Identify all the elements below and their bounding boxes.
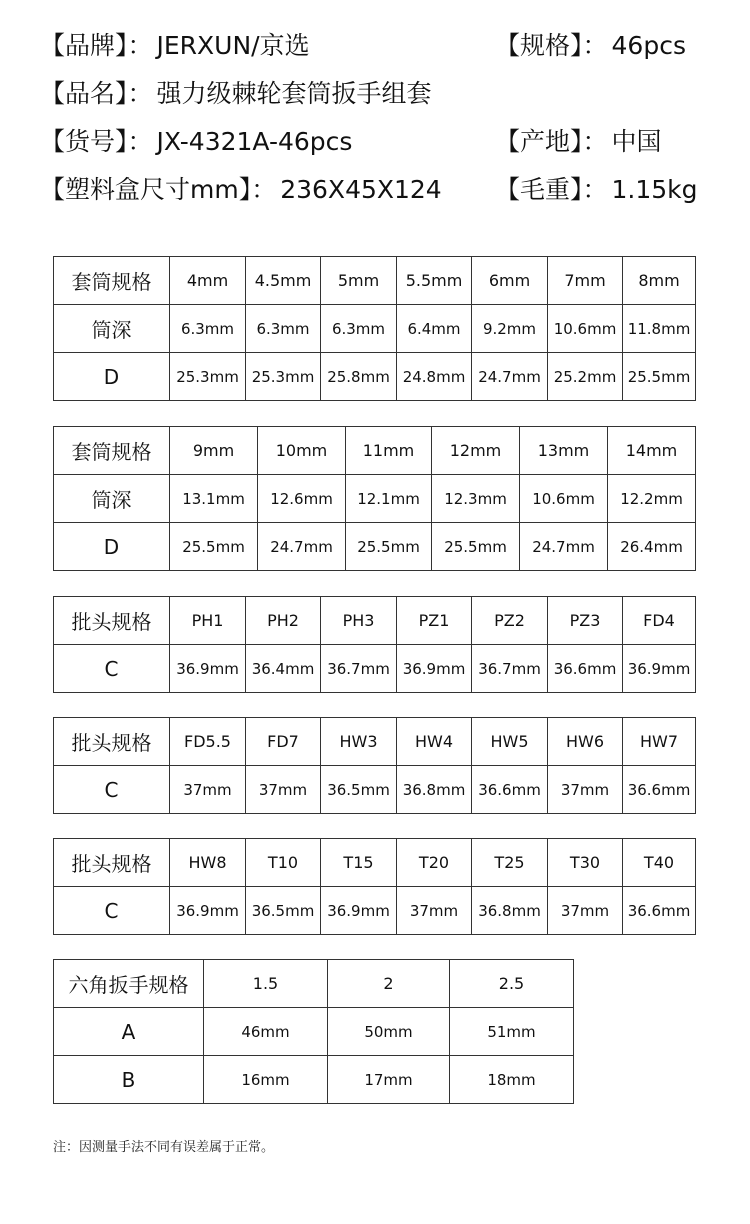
row-label: A xyxy=(54,1008,204,1056)
table-cell: 12.1mm xyxy=(346,475,432,523)
table-cell: 25.5mm xyxy=(432,523,520,571)
header-cell: HW8 xyxy=(170,839,246,887)
table-cell: 36.8mm xyxy=(472,887,548,935)
header-cell: 六角扳手规格 xyxy=(54,960,204,1008)
header-cell: 11mm xyxy=(346,427,432,475)
header-cell: 8mm xyxy=(623,257,696,305)
table-row xyxy=(54,645,696,693)
bit-table-1 xyxy=(53,596,696,693)
header-cell: T20 xyxy=(397,839,472,887)
bit-table-2 xyxy=(53,717,696,814)
table-cell: 36.4mm xyxy=(246,645,321,693)
item-label: 【货号】： xyxy=(40,127,153,156)
table-cell: 36.9mm xyxy=(623,645,696,693)
table-cell: 18mm xyxy=(450,1056,574,1104)
table-cell: 36.9mm xyxy=(397,645,472,693)
header-cell: HW4 xyxy=(397,718,472,766)
header-cell: PH3 xyxy=(321,597,397,645)
spec-row-brand xyxy=(40,26,720,74)
row-label: 筒深 xyxy=(54,305,170,353)
weight-group xyxy=(495,170,698,210)
box-value: 236X45X124 xyxy=(280,175,442,204)
table-header-row xyxy=(54,597,696,645)
table-cell: 51mm xyxy=(450,1008,574,1056)
header-cell: PZ3 xyxy=(548,597,623,645)
table-row xyxy=(54,1056,574,1104)
row-label: D xyxy=(54,353,170,401)
table-row xyxy=(54,305,696,353)
origin-group xyxy=(495,122,662,162)
spec-value: 46pcs xyxy=(611,31,686,60)
table-cell: 24.7mm xyxy=(258,523,346,571)
table-cell: 36.6mm xyxy=(623,887,696,935)
table-row xyxy=(54,523,696,571)
header-cell: 2 xyxy=(328,960,450,1008)
table-cell: 6.3mm xyxy=(321,305,397,353)
table-header-row xyxy=(54,960,574,1008)
header-cell: HW3 xyxy=(321,718,397,766)
measurement-note: 注：因测量手法不同有误差属于正常。 xyxy=(53,1140,275,1155)
table-cell: 36.9mm xyxy=(170,645,246,693)
origin-value: 中国 xyxy=(611,127,662,156)
product-specs xyxy=(40,26,720,218)
table-cell: 25.3mm xyxy=(170,353,246,401)
header-cell: 12mm xyxy=(432,427,520,475)
header-cell: FD4 xyxy=(623,597,696,645)
table-cell: 37mm xyxy=(548,766,623,814)
header-cell: 13mm xyxy=(520,427,608,475)
header-cell: 10mm xyxy=(258,427,346,475)
row-label: 筒深 xyxy=(54,475,170,523)
header-cell: 批头规格 xyxy=(54,839,170,887)
header-cell: 套筒规格 xyxy=(54,257,170,305)
table-row xyxy=(54,353,696,401)
header-cell: PZ1 xyxy=(397,597,472,645)
header-cell: T15 xyxy=(321,839,397,887)
header-cell: 4.5mm xyxy=(246,257,321,305)
table-cell: 13.1mm xyxy=(170,475,258,523)
name-label: 【品名】： xyxy=(40,79,153,108)
table-cell: 9.2mm xyxy=(472,305,548,353)
table-cell: 26.4mm xyxy=(608,523,696,571)
table-cell: 36.9mm xyxy=(321,887,397,935)
table-cell: 36.9mm xyxy=(170,887,246,935)
table-cell: 25.8mm xyxy=(321,353,397,401)
table-cell: 37mm xyxy=(170,766,246,814)
header-cell: 9mm xyxy=(170,427,258,475)
table-row xyxy=(54,887,696,935)
table-cell: 36.6mm xyxy=(548,645,623,693)
table-cell: 10.6mm xyxy=(520,475,608,523)
bit-table-3 xyxy=(53,838,696,935)
table-row xyxy=(54,766,696,814)
table-cell: 12.6mm xyxy=(258,475,346,523)
table-cell: 17mm xyxy=(328,1056,450,1104)
header-cell: 7mm xyxy=(548,257,623,305)
spec-label: 【规格】： xyxy=(495,31,608,60)
table-cell: 36.6mm xyxy=(623,766,696,814)
table-cell: 12.3mm xyxy=(432,475,520,523)
header-cell: FD5.5 xyxy=(170,718,246,766)
row-label: C xyxy=(54,766,170,814)
table-cell: 36.6mm xyxy=(472,766,548,814)
brand-value: JERXUN/京选 xyxy=(156,31,310,60)
header-cell: HW5 xyxy=(472,718,548,766)
header-cell: T40 xyxy=(623,839,696,887)
table-cell: 37mm xyxy=(246,766,321,814)
header-cell: PH1 xyxy=(170,597,246,645)
table-cell: 25.2mm xyxy=(548,353,623,401)
row-label: C xyxy=(54,887,170,935)
header-cell: 6mm xyxy=(472,257,548,305)
table-cell: 24.7mm xyxy=(472,353,548,401)
socket-table-large xyxy=(53,426,696,571)
table-cell: 36.5mm xyxy=(246,887,321,935)
header-cell: 5.5mm xyxy=(397,257,472,305)
table-cell: 36.7mm xyxy=(321,645,397,693)
table-cell: 12.2mm xyxy=(608,475,696,523)
header-cell: 批头规格 xyxy=(54,718,170,766)
header-cell: 5mm xyxy=(321,257,397,305)
header-cell: FD7 xyxy=(246,718,321,766)
header-cell: T10 xyxy=(246,839,321,887)
row-label: C xyxy=(54,645,170,693)
table-cell: 25.5mm xyxy=(346,523,432,571)
spec-row-item xyxy=(40,122,720,170)
table-cell: 25.3mm xyxy=(246,353,321,401)
table-cell: 6.3mm xyxy=(246,305,321,353)
header-cell: T25 xyxy=(472,839,548,887)
table-row xyxy=(54,475,696,523)
table-header-row xyxy=(54,718,696,766)
spec-row-box xyxy=(40,170,720,218)
header-cell: 套筒规格 xyxy=(54,427,170,475)
header-cell: 1.5 xyxy=(204,960,328,1008)
table-cell: 36.5mm xyxy=(321,766,397,814)
table-cell: 36.7mm xyxy=(472,645,548,693)
header-cell: 4mm xyxy=(170,257,246,305)
table-cell: 50mm xyxy=(328,1008,450,1056)
weight-value: 1.15kg xyxy=(611,175,698,204)
header-cell: PZ2 xyxy=(472,597,548,645)
table-cell: 6.4mm xyxy=(397,305,472,353)
item-value: JX-4321A-46pcs xyxy=(156,127,353,156)
table-cell: 11.8mm xyxy=(623,305,696,353)
table-header-row xyxy=(54,839,696,887)
origin-label: 【产地】： xyxy=(495,127,608,156)
socket-table-small xyxy=(53,256,696,401)
row-label: D xyxy=(54,523,170,571)
header-cell: 2.5 xyxy=(450,960,574,1008)
header-cell: 批头规格 xyxy=(54,597,170,645)
header-cell: 14mm xyxy=(608,427,696,475)
table-cell: 6.3mm xyxy=(170,305,246,353)
name-value: 强力级棘轮套筒扳手组套 xyxy=(156,79,432,108)
spec-row-name xyxy=(40,74,720,122)
row-label: B xyxy=(54,1056,204,1104)
table-cell: 10.6mm xyxy=(548,305,623,353)
table-cell: 25.5mm xyxy=(170,523,258,571)
table-header-row xyxy=(54,257,696,305)
header-cell: PH2 xyxy=(246,597,321,645)
table-cell: 46mm xyxy=(204,1008,328,1056)
table-cell: 37mm xyxy=(548,887,623,935)
table-cell: 36.8mm xyxy=(397,766,472,814)
table-cell: 24.8mm xyxy=(397,353,472,401)
box-label: 【塑料盒尺寸mm】： xyxy=(40,175,277,204)
table-cell: 16mm xyxy=(204,1056,328,1104)
header-cell: HW6 xyxy=(548,718,623,766)
header-cell: HW7 xyxy=(623,718,696,766)
header-cell: T30 xyxy=(548,839,623,887)
table-row xyxy=(54,1008,574,1056)
hex-key-table xyxy=(53,959,574,1104)
brand-label: 【品牌】： xyxy=(40,31,153,60)
table-cell: 25.5mm xyxy=(623,353,696,401)
table-header-row xyxy=(54,427,696,475)
weight-label: 【毛重】： xyxy=(495,175,608,204)
table-cell: 24.7mm xyxy=(520,523,608,571)
spec-size-group xyxy=(495,26,686,66)
table-cell: 37mm xyxy=(397,887,472,935)
